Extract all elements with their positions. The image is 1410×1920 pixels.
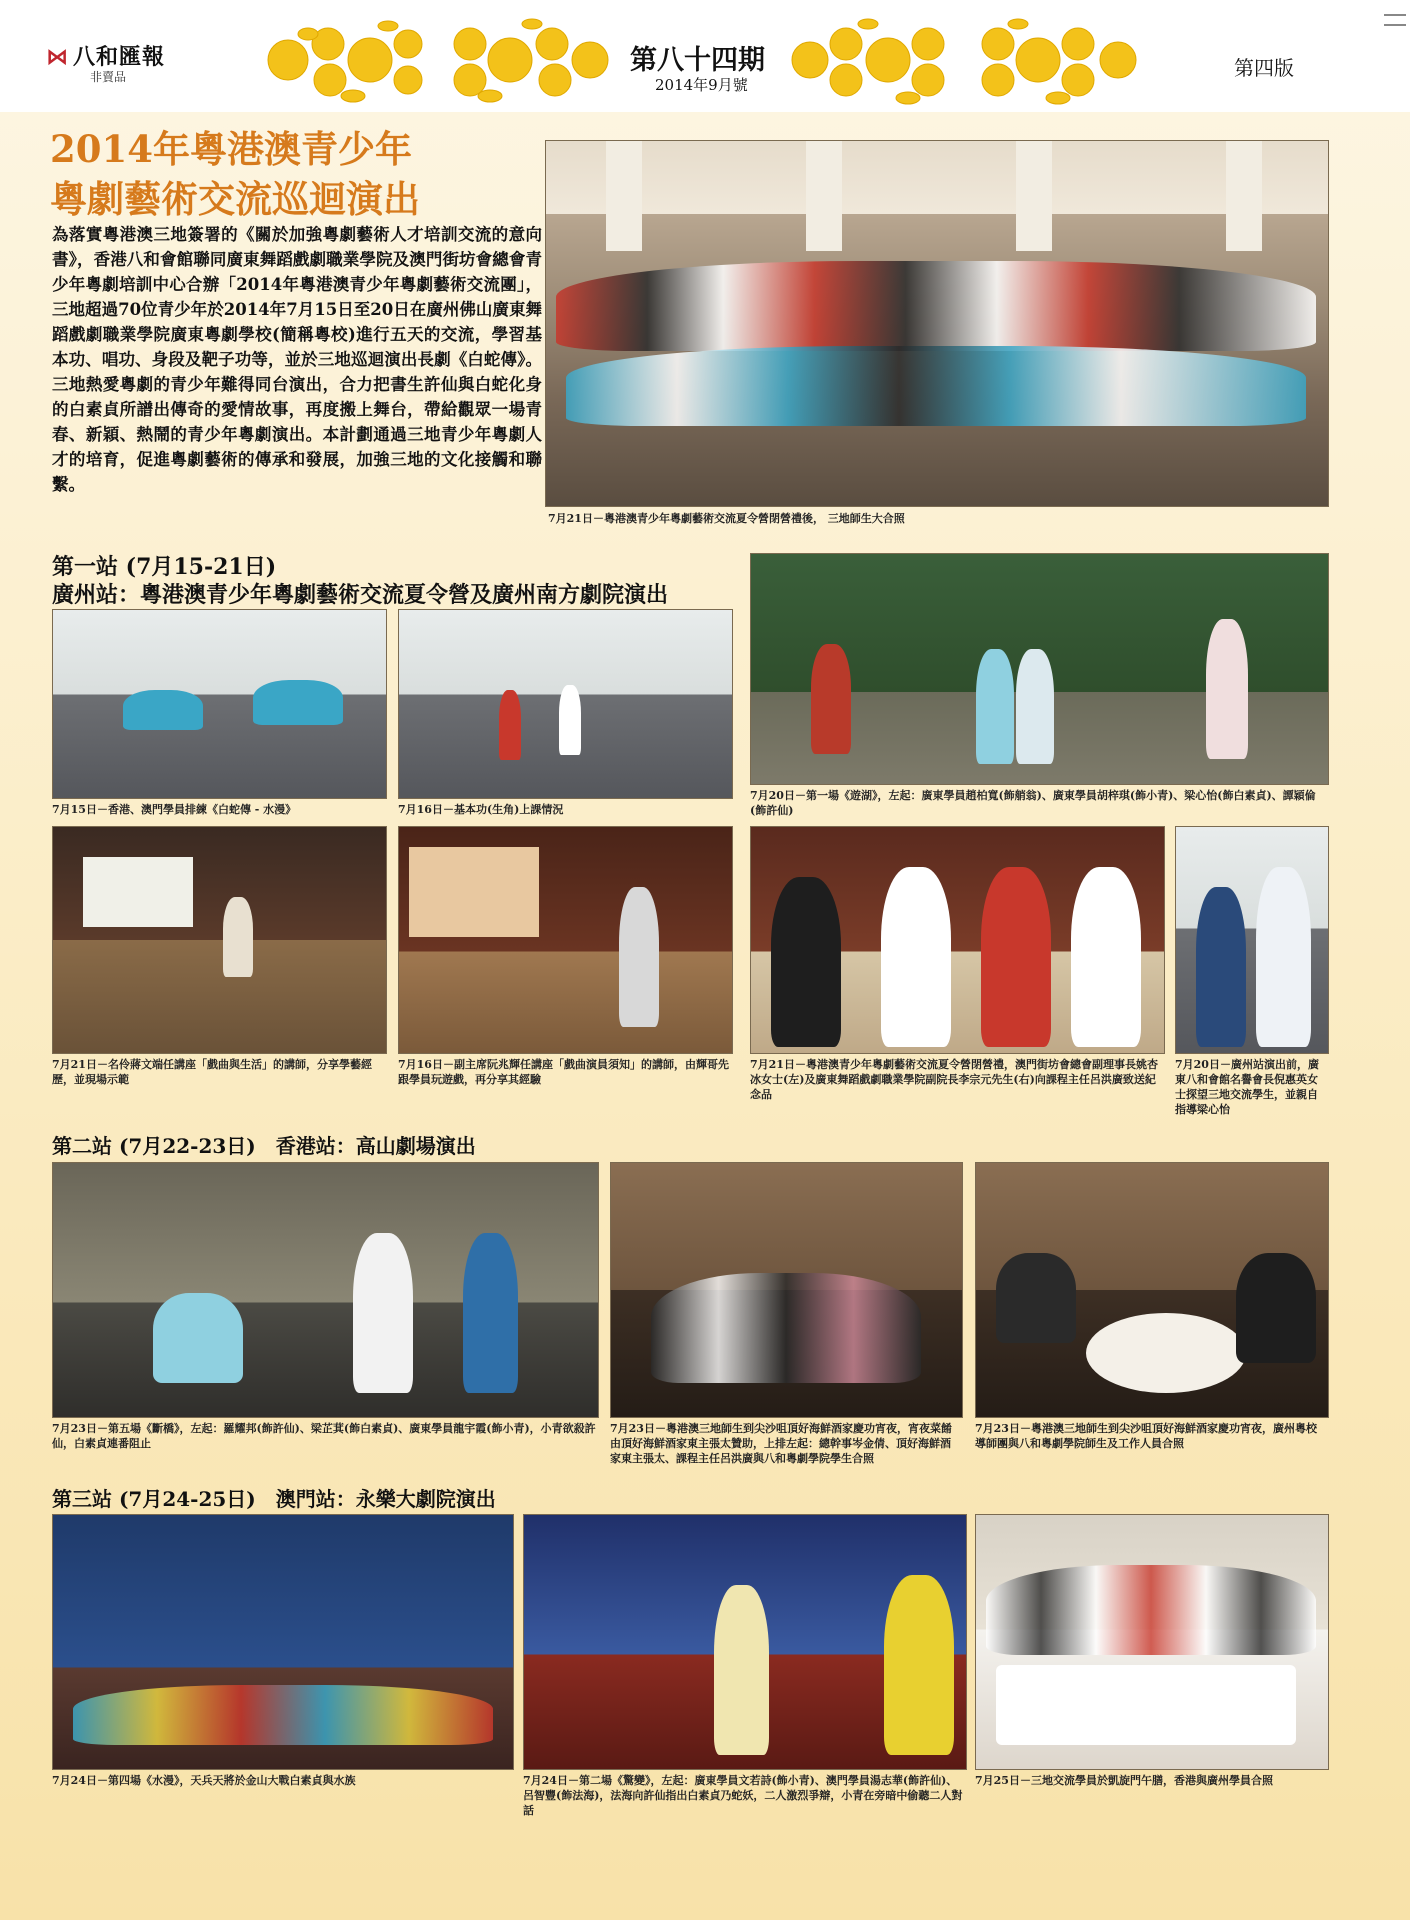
flower-flourish-icon [972, 14, 1142, 106]
logo-mark-icon: ⋈ [46, 45, 69, 70]
caption-class: 7月16日－基本功(生角)上課情況 [398, 803, 564, 816]
stage-photo-shuiman [52, 1514, 514, 1770]
flower-flourish-icon [258, 14, 428, 106]
caption-rehearsal: 7月15日－香港、澳門學員排練《白蛇傳 - 水漫》 [52, 803, 297, 816]
lecture-photo-2 [398, 826, 733, 1054]
logo-text: 八和匯報 [73, 45, 166, 70]
stage-photo-youhu [750, 553, 1329, 785]
lecture-photo-1 [52, 826, 387, 1054]
dinner-photo-2 [975, 1162, 1329, 1418]
stage-photo-jingbian [523, 1514, 967, 1770]
article-title-line1: 2014年粵港澳青少年 [50, 127, 412, 171]
caption-shuiman: 7月24日－第四場《水漫》，天兵天將於金山大戰白素貞與水族 [52, 1774, 356, 1787]
visit-photo [1175, 826, 1329, 1054]
dinner-photo-1 [610, 1162, 963, 1418]
masthead-logo [46, 40, 165, 71]
caption-ceremony: 7月21日－粵港澳青少年粵劇藝術交流夏令營閉營禮，澳門街坊會總會副理事長姚杏冰女士(左)及廣東舞蹈戲劇職業學院副院長李宗元先生(右)向課程主任呂洪廣致送紀念品 [750, 1058, 1158, 1101]
caption-lunch: 7月25日－三地交流學員於凱旋門午膳，香港與廣州學員合照 [975, 1774, 1273, 1787]
caption-dinner-2: 7月23日－粵港澳三地師生到尖沙咀頂好海鮮酒家慶功宵夜，廣州粵校導師團與八和粵劇學院師生及工作人員合照 [975, 1422, 1317, 1450]
caption-youhu: 7月20日－第一場《遊湖》，左起：廣東學員趙柏寬(飾艄翁)、廣東學員胡梓琪(飾小青)、梁心怡(飾白素貞)、譚穎倫(飾許仙) [750, 789, 1316, 817]
caption-jingbian: 7月24日－第二場《驚變》，左起：廣東學員文若詩(飾小青)、澳門學員湯志華(飾許仙)、呂智豐(飾法海)，法海向許仙指出白素貞乃蛇妖，二人激烈爭辯，小青在旁暗中偷聽二人對話 [523, 1774, 963, 1817]
corner-mark [1384, 14, 1406, 26]
caption-duanqiao: 7月23日－第五場《斷橋》，左起：羅耀邦(飾許仙)、梁芷萁(飾白素貞)、廣東學員龍宇霞(飾小青)，小青欲殺許仙，白素貞連番阻止 [52, 1422, 596, 1450]
caption-visit: 7月20日－廣州站演出前，廣東八和會館名譽會長倪惠英女士探望三地交流學生，並親自指導梁心怡 [1175, 1058, 1319, 1116]
group-photo [545, 140, 1329, 507]
page-number: 第四版 [1234, 56, 1294, 80]
group-photo-caption: 7月21日－粵港澳青少年粵劇藝術交流夏令營閉營禮後， 三地師生大合照 [548, 512, 905, 525]
section2-heading: 第二站 (7月22-23日) 香港站：高山劇場演出 [52, 1134, 476, 1158]
section1-subheading: 廣州站：粵港澳青少年粵劇藝術交流夏令營及廣州南方劇院演出 [52, 582, 669, 608]
rehearsal-photo [52, 609, 387, 799]
issue-date: 2014年9月號 [655, 76, 748, 94]
flower-flourish-icon [788, 14, 958, 106]
caption-lecture-2: 7月16日－副主席阮兆輝任講座「戲曲演員須知」的講師，由輝哥先跟學員玩遊戲，再分享其經驗 [398, 1058, 729, 1086]
lunch-photo [975, 1514, 1329, 1770]
section1-heading: 第一站 (7月15-21日) [52, 554, 277, 580]
flower-flourish-icon [440, 14, 610, 106]
article-intro: 為落實粵港澳三地簽署的《關於加強粵劇藝術人才培訓交流的意向書》，香港八和會館聯同廣東舞蹈戲劇職業學院及澳門街坊會總會青少年粵劇培訓中心合辦「2014年粵港澳青少年粵劇藝術交流團」，三地超過70位青少年於2014年7月15日至20日在廣州佛山廣東舞蹈戲劇職業學院廣東粵劇學校(簡稱粵校)進行五天的交流，學習基本功、唱功、身段及靶子功等，並於三地巡迴演出長劇《白蛇傳》。三地熱愛粵劇的青少年難得同台演出，合力把書生許仙與白蛇化身的白素貞所譜出傳奇的愛情故事，再度搬上舞台，帶給觀眾一場青春、新穎、熱鬧的青少年粵劇演出。本計劃通過三地青少年粵劇人才的培育，促進粵劇藝術的傳承和發展，加強三地的文化接觸和聯繫。 [52, 225, 542, 494]
caption-dinner-1: 7月23日－粵港澳三地師生到尖沙咀頂好海鮮酒家慶功宵夜，宵夜菜餚由頂好海鮮酒家東主張太贊助，上排左起：總幹事岑金倩、頂好海鮮酒家東主張太、課程主任呂洪廣與八和粵劇學院學生合照 [610, 1422, 952, 1465]
section3-heading: 第三站 (7月24-25日) 澳門站：永樂大劇院演出 [52, 1487, 496, 1511]
issue-number: 第八十四期 [630, 45, 765, 76]
stage-photo-duanqiao [52, 1162, 599, 1418]
article-title-line2: 粵劇藝術交流巡迴演出 [50, 177, 420, 221]
class-photo [398, 609, 733, 799]
article-title [50, 124, 420, 224]
caption-lecture-1: 7月21日－名伶蔣文端任講座「戲曲與生活」的講師，分享學藝經歷，並現場示範 [52, 1058, 372, 1086]
not-for-sale-label: 非賣品 [90, 70, 127, 84]
ceremony-photo [750, 826, 1165, 1054]
